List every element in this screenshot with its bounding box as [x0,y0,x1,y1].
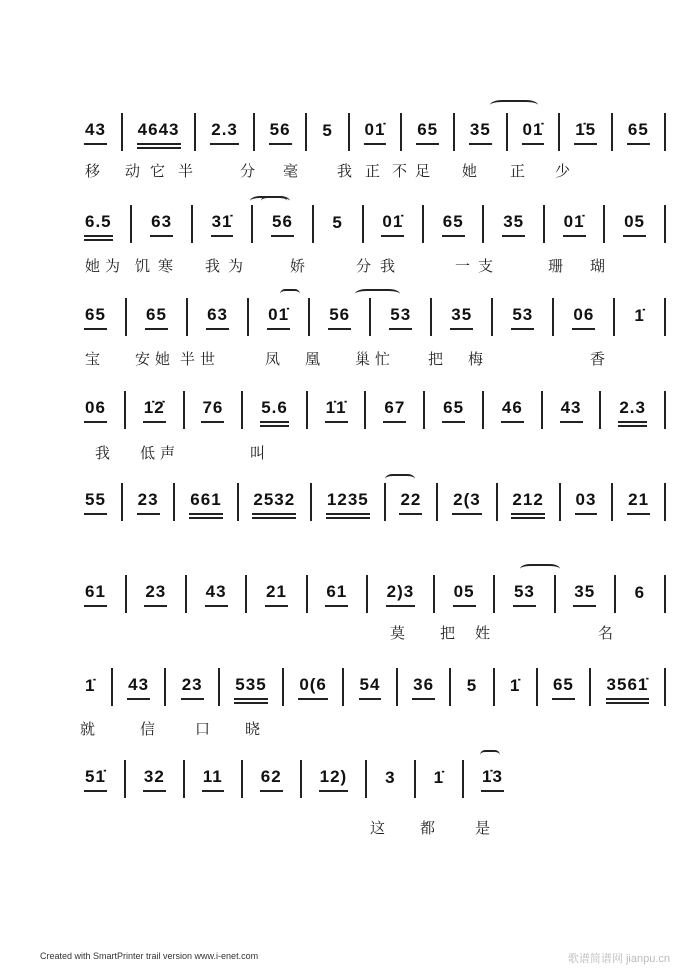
bar-line [482,205,484,243]
note-group: 43 [84,120,107,145]
note-group: 01̇ [267,305,290,330]
staff-row [84,574,666,614]
bar-line [482,391,484,429]
bar-line [589,668,591,706]
bar-line [536,668,538,706]
note-group: 06 [572,305,595,330]
lyric-syllable: 为 [105,257,121,275]
note-group: 1̇1̇ [325,398,348,423]
lyric-syllable: 梅 [468,350,484,368]
slur-mark [261,196,287,206]
bar-line [194,113,196,151]
lyric-syllable: 我 [205,257,221,275]
bar-line [541,391,543,429]
lyric-syllable: 她 [462,162,478,180]
staff-row [84,204,666,244]
note-group: 2532 [252,490,296,515]
lyric-syllable: 莫 [390,624,406,642]
bar-line [191,205,193,243]
bar-line [312,205,314,243]
bar-line [348,113,350,151]
note-group: 21 [265,582,288,607]
bar-line [342,668,344,706]
note-group: 21 [627,490,650,515]
note-group: 1̇ [509,675,521,695]
lyric-syllable: 我 [95,444,111,462]
note-group: 01̇ [381,212,404,237]
bar-line [369,298,371,336]
note-group: 2(3 [452,490,482,515]
bar-line [559,483,561,521]
note-group: 1̇ [433,767,445,787]
staff-row [84,390,666,430]
lyric-syllable: 把 [440,624,456,642]
note-group: 43 [205,582,228,607]
note-group: 56 [271,212,294,237]
slur-mark [385,474,415,484]
lyric-syllable: 世 [200,350,216,368]
note-group: 53 [513,582,536,607]
bar-line [362,205,364,243]
bar-line [125,575,127,613]
bar-line [305,113,307,151]
bar-line [614,575,616,613]
note-group: 43 [127,675,150,700]
note-group: 1̇ [634,305,645,325]
note-group: 05 [623,212,646,237]
lyric-syllable: 正 [510,162,526,180]
bar-line [436,483,438,521]
lyric-syllable: 不 [392,162,408,180]
note-group: 0(6 [298,675,328,700]
lyric-syllable: 她 [85,257,101,275]
bar-line [493,668,495,706]
lyric-syllable: 正 [365,162,381,180]
lyric-syllable: 寒 [158,257,174,275]
bar-line [310,483,312,521]
bar-line [599,391,601,429]
note-group: 3 [385,767,396,787]
bar-line [400,113,402,151]
note-group: 6 [634,582,646,602]
note-group: 56 [328,305,351,330]
bar-line [308,298,310,336]
lyric-syllable: 它 [150,162,166,180]
bar-line [603,205,605,243]
lyric-syllable: 声 [160,444,176,462]
note-group: 65 [442,398,465,423]
lyric-syllable: 都 [420,819,436,837]
lyric-syllable: 支 [478,257,494,275]
note-group: 61 [84,582,107,607]
note-group: 5 [322,120,333,140]
lyric-syllable: 饥 [135,257,151,275]
bar-line [173,483,175,521]
note-group: 35 [573,582,596,607]
printer-footer: Created with SmartPrinter trail version www.i-enet.com [40,951,259,961]
bar-line [664,483,666,521]
note-group: 6.5 [84,212,113,237]
note-group: 2)3 [386,582,416,607]
slur-mark [480,750,500,760]
note-group: 212 [511,490,544,515]
note-group: 2.3 [210,120,239,145]
note-group: 22 [399,490,422,515]
bar-line [613,298,615,336]
bar-line [130,205,132,243]
note-group: 65 [416,120,439,145]
lyric-syllable: 宝 [85,350,101,368]
note-group: 03 [575,490,598,515]
lyric-syllable: 珊 [548,257,564,275]
bar-line [183,760,185,798]
note-group: 76 [201,398,224,423]
bar-line [664,113,666,151]
lyric-syllable: 是 [475,819,491,837]
note-group: 1̇ [85,675,96,695]
bar-line [664,298,666,336]
bar-line [493,575,495,613]
bar-line [241,760,243,798]
note-group: 1̇2̇ [143,398,166,423]
bar-line [664,391,666,429]
lyric-syllable: 名 [598,624,614,642]
bar-line [558,113,560,151]
lyric-syllable: 移 [85,162,101,180]
lyric-syllable: 香 [590,350,606,368]
bar-line [237,483,239,521]
note-group: 54 [359,675,382,700]
slur-mark [355,289,400,299]
lyric-syllable: 低 [140,444,156,462]
lyric-syllable: 毫 [283,162,299,180]
lyric-syllable: 凰 [305,350,321,368]
note-group: 65 [442,212,465,237]
bar-line [664,205,666,243]
lyric-syllable: 姓 [475,624,491,642]
bar-line [554,575,556,613]
bar-line [164,668,166,706]
lyric-syllable: 忙 [375,350,391,368]
bar-line [306,575,308,613]
bar-line [396,668,398,706]
bar-line [251,205,253,243]
staff-row [84,759,504,799]
bar-line [241,391,243,429]
lyric-syllable: 少 [555,162,571,180]
note-group: 1̇3 [481,767,504,792]
note-group: 36 [412,675,435,700]
note-group: 53 [511,305,534,330]
note-group: 61 [325,582,348,607]
lyric-syllable: 叫 [250,444,266,462]
note-group: 51̇ [84,767,107,792]
lyric-syllable: 娇 [290,257,306,275]
lyric-syllable: 信 [140,720,156,738]
note-group: 65 [627,120,650,145]
lyric-syllable: 我 [380,257,396,275]
note-group: 535 [234,675,267,700]
lyric-syllable: 她 [155,350,171,368]
note-group: 31̇ [211,212,234,237]
bar-line [125,298,127,336]
lyric-syllable: 半 [180,350,196,368]
bar-line [247,298,249,336]
staff-row [84,482,666,522]
note-group: 65 [145,305,168,330]
lyric-syllable: 巢 [355,350,371,368]
bar-line [121,113,123,151]
note-group: 67 [383,398,406,423]
bar-line [433,575,435,613]
note-group: 4643 [137,120,181,145]
bar-line [449,668,451,706]
bar-line [364,391,366,429]
note-group: 62 [260,767,283,792]
note-group: 01̇ [364,120,387,145]
lyric-syllable: 晓 [245,720,261,738]
bar-line [422,205,424,243]
note-group: 1̇5 [574,120,597,145]
note-group: 05 [453,582,476,607]
note-group: 46 [501,398,524,423]
bar-line [611,113,613,151]
bar-line [183,391,185,429]
lyric-syllable: 把 [428,350,444,368]
note-group: 3561̇ [606,675,650,700]
staff-row [84,667,666,707]
bar-line [111,668,113,706]
note-group: 12) [319,767,349,792]
bar-line [306,391,308,429]
lyric-syllable: 瑚 [590,257,606,275]
note-group: 35 [469,120,492,145]
bar-line [365,760,367,798]
staff-row [84,297,666,337]
lyric-syllable: 为 [228,257,244,275]
note-group: 35 [450,305,473,330]
bar-line [124,760,126,798]
note-group: 56 [269,120,292,145]
bar-line [414,760,416,798]
lyric-syllable: 一 [455,257,471,275]
bar-line [462,760,464,798]
bar-line [253,113,255,151]
note-group: 65 [84,305,107,330]
lyric-syllable: 凤 [265,350,281,368]
bar-line [185,575,187,613]
note-group: 63 [206,305,229,330]
bar-line [491,298,493,336]
bar-line [423,391,425,429]
bar-line [543,205,545,243]
bar-line [300,760,302,798]
lyric-syllable: 半 [178,162,194,180]
lyric-syllable: 口 [195,720,211,738]
note-group: 32 [143,767,166,792]
bar-line [453,113,455,151]
bar-line [282,668,284,706]
note-group: 661 [189,490,222,515]
note-group: 2.3 [618,398,647,423]
lyric-syllable: 分 [356,257,372,275]
bar-line [218,668,220,706]
bar-line [664,668,666,706]
bar-line [121,483,123,521]
bar-line [245,575,247,613]
watermark: 歌谱简谱网 jianpu.cn [567,953,670,965]
note-group: 5 [466,675,478,695]
lyric-syllable: 安 [135,350,151,368]
bar-line [366,575,368,613]
note-group: 53 [389,305,412,330]
bar-line [430,298,432,336]
lyric-syllable: 就 [80,720,96,738]
lyric-syllable: 这 [370,819,386,837]
slur-mark [520,564,560,574]
staff-row [84,112,666,152]
bar-line [506,113,508,151]
bar-line [496,483,498,521]
bar-line [186,298,188,336]
lyric-syllable: 我 [337,162,353,180]
bar-line [124,391,126,429]
lyric-syllable: 分 [240,162,256,180]
note-group: 65 [552,675,575,700]
note-group: 01̇ [522,120,545,145]
note-group: 23 [137,490,160,515]
lyric-syllable: 动 [125,162,141,180]
bar-line [384,483,386,521]
note-group: 63 [150,212,173,237]
slur-mark [490,100,538,110]
lyric-syllable: 足 [415,162,431,180]
note-group: 43 [560,398,583,423]
bar-line [664,575,666,613]
note-group: 23 [144,582,167,607]
note-group: 01̇ [563,212,586,237]
note-group: 23 [181,675,204,700]
note-group: 5.6 [260,398,289,423]
bar-line [552,298,554,336]
bar-line [611,483,613,521]
note-group: 35 [502,212,525,237]
note-group: 11 [202,767,224,792]
note-group: 5 [332,212,343,232]
note-group: 06 [84,398,107,423]
note-group: 55 [84,490,107,515]
slur-mark [280,289,300,299]
note-group: 1235 [326,490,370,515]
